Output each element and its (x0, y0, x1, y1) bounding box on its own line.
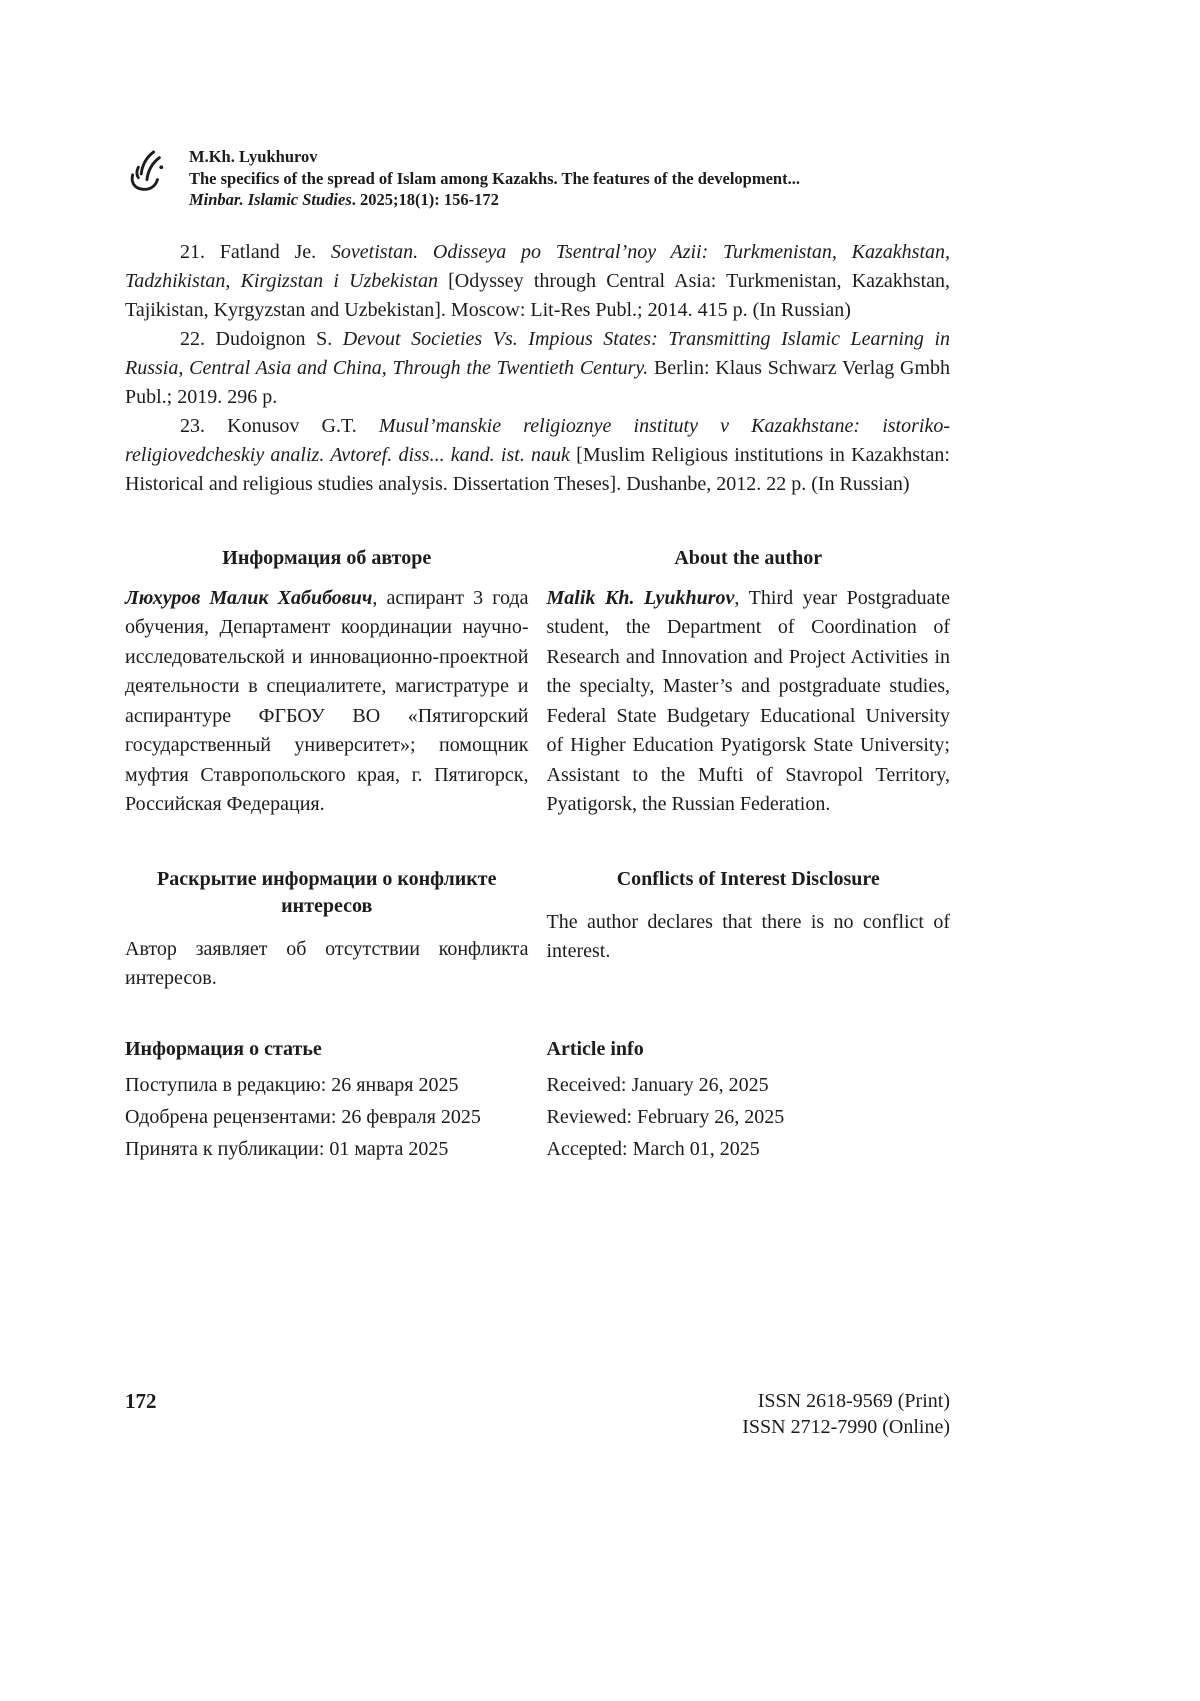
conflict-column-ru (125, 866, 529, 994)
page-number: 172 (125, 1389, 157, 1413)
article-info-accepted-ru: Принята к публикации: 01 марта 2025 (125, 1137, 449, 1160)
article-info-reviewed-ru: Одобрена рецензентами: 26 февраля 2025 (125, 1105, 481, 1128)
article-info-received-ru: Поступила в редакцию: 26 января 2025 (125, 1073, 459, 1096)
conflict-text-ru: Автор заявляет об отсутствии конфликта интересов. (125, 937, 529, 989)
article-info-accepted-en: Accepted: March 01, 2025 (546, 1137, 760, 1160)
article-info-column-ru (125, 1036, 529, 1165)
page-footer (125, 1388, 950, 1440)
author-info-heading-ru: Информация об авторе (222, 546, 432, 569)
author-info-text-en: Malik Kh. Lyukhurov, Third year Postgraduate student, the Department of Coordination of Research and Innovation and Project Activities in the specialty, Master’s and postgraduate studies, Federal State Budgetary Educational University of Higher Education Pyatigorsk State University; Assistant to the Mufti of Stavropol Territory, Pyatigorsk, the Russian Federation. (546, 586, 950, 815)
conflict-column-en (547, 866, 951, 994)
author-info-section (125, 545, 950, 820)
reference-entry-23: 23. Konusov G.T. Musul’manskie religioznye instituty v Kazakhstane: istoriko-religiovedcheskiy analiz. Avtoref. diss... kand. ist. nauk [Muslim Religious institutions in Kazakhstan: Historical and religious studies analysis. Dissertation Theses]. Dushanbe, 2012. 22 p. (In Russian) (125, 414, 950, 495)
article-info-received-en: Received: January 26, 2025 (546, 1073, 769, 1096)
running-head-author: M.Kh. Lyukhurov (189, 147, 318, 166)
article-info-reviewed-en: Reviewed: February 26, 2025 (546, 1105, 785, 1128)
article-info-heading-ru: Информация о статье (125, 1037, 322, 1060)
article-info-heading-en: Article info (546, 1037, 644, 1060)
conflict-heading-ru: Раскрытие информации о конфликте интересов (157, 867, 497, 917)
issn-block (742, 1388, 950, 1440)
conflict-of-interest-section (125, 866, 950, 994)
reference-entry-21: 21. Fatland Je. Sovetistan. Odisseya po Tsentral’noy Azii: Turkmenistan, Kazakhstan, Tadzhikistan, Kirgizstan i Uzbekistan [Odyssey through Central Asia: Turkmenistan, Kazakhstan, Tajikistan, Kyrgyzstan and Uzbekistan]. Moscow: Lit-Res Publ.; 2014. 415 p. (In Russian) (125, 240, 951, 321)
author-info-heading-en: About the author (674, 546, 823, 569)
references-section (125, 238, 950, 499)
issn-print: ISSN 2618-9569 (Print) (757, 1390, 950, 1412)
journal-name: Minbar. Islamic Studies (189, 190, 352, 209)
journal-logo-icon (125, 146, 169, 201)
reference-entry-22: 22. Dudoignon S. Devout Societies Vs. Impious States: Transmitting Islamic Learning in Russia, Central Asia and China, Through the Twentieth Century. Berlin: Klaus Schwarz Verlag Gmbh Publ.; 2019. 296 p. (125, 327, 950, 408)
running-head-text (189, 146, 800, 211)
running-head-title: The specifics of the spread of Islam among Kazakhs. The features of the development... (189, 168, 800, 188)
running-head-journal (189, 189, 800, 211)
journal-issue-info: . 2025;18(1): 156-172 (351, 190, 499, 209)
conflict-heading-en: Conflicts of Interest Disclosure (616, 867, 880, 890)
author-info-column-ru (125, 545, 529, 820)
author-info-text-ru: Люхуров Малик Хабибович, аспирант 3 года обучения, Департамент координации научно-исследовательской и инновационно-проектной деятельности в специалитете, магистратуре и аспирантуре ФГБОУ ВО «Пятигорский государственный университет»; помощник муфтия Ставропольского края, г. Пятигорск, Российская Федерация. (125, 586, 529, 815)
article-info-section (125, 1036, 950, 1165)
running-head (125, 146, 950, 211)
author-info-column-en (547, 545, 951, 820)
article-info-column-en (547, 1036, 951, 1165)
issn-online: ISSN 2712-7990 (Online) (742, 1416, 950, 1438)
conflict-text-en: The author declares that there is no conflict of interest. (546, 910, 950, 962)
